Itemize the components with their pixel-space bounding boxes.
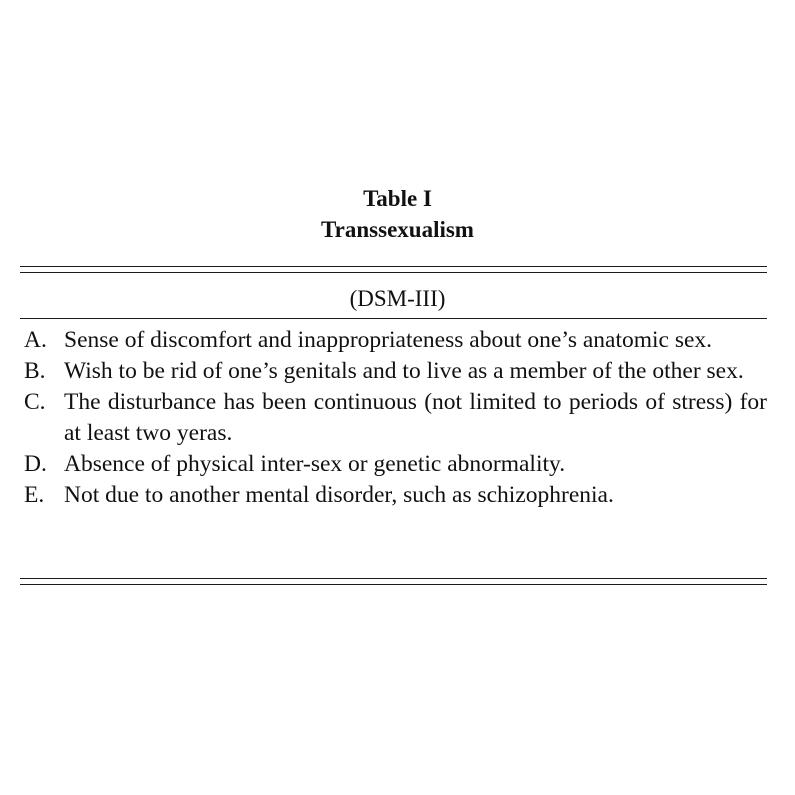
criterion-text: Sense of discomfort and inappropriateness about one’s anatomic sex.: [64, 327, 713, 353]
table-subtitle: Transsexualism: [321, 217, 474, 242]
criterion-text: The disturbance has been continuous (not limited to periods of stress) for at least two yeras.: [64, 389, 767, 446]
criterion-e: [20, 480, 767, 511]
criterion-a: [20, 325, 767, 356]
criteria-list: [20, 325, 767, 511]
top-rule-1: [20, 266, 767, 267]
criterion-letter: A.: [24, 327, 47, 353]
table-subheading: (DSM-III): [349, 286, 446, 311]
criterion-d: [20, 449, 767, 480]
criterion-c: [20, 387, 767, 449]
top-rule-2: [20, 272, 767, 273]
criterion-letter: B.: [24, 358, 46, 384]
header-rule: [20, 318, 767, 319]
bottom-rule-1: [20, 578, 767, 579]
bottom-rule-2: [20, 584, 767, 585]
criterion-text: Absence of physical inter-sex or genetic abnormality.: [64, 451, 566, 477]
criterion-b: [20, 356, 767, 387]
table-title: Table I: [363, 186, 432, 211]
criterion-text: Not due to another mental disorder, such as schizophrenia.: [64, 482, 614, 508]
criterion-letter: E.: [24, 482, 45, 508]
criterion-letter: D.: [24, 451, 47, 477]
criterion-text: Wish to be rid of one’s genitals and to live as a member of the other sex.: [64, 358, 744, 384]
criterion-letter: C.: [24, 389, 46, 415]
table-heading: [0, 183, 795, 245]
